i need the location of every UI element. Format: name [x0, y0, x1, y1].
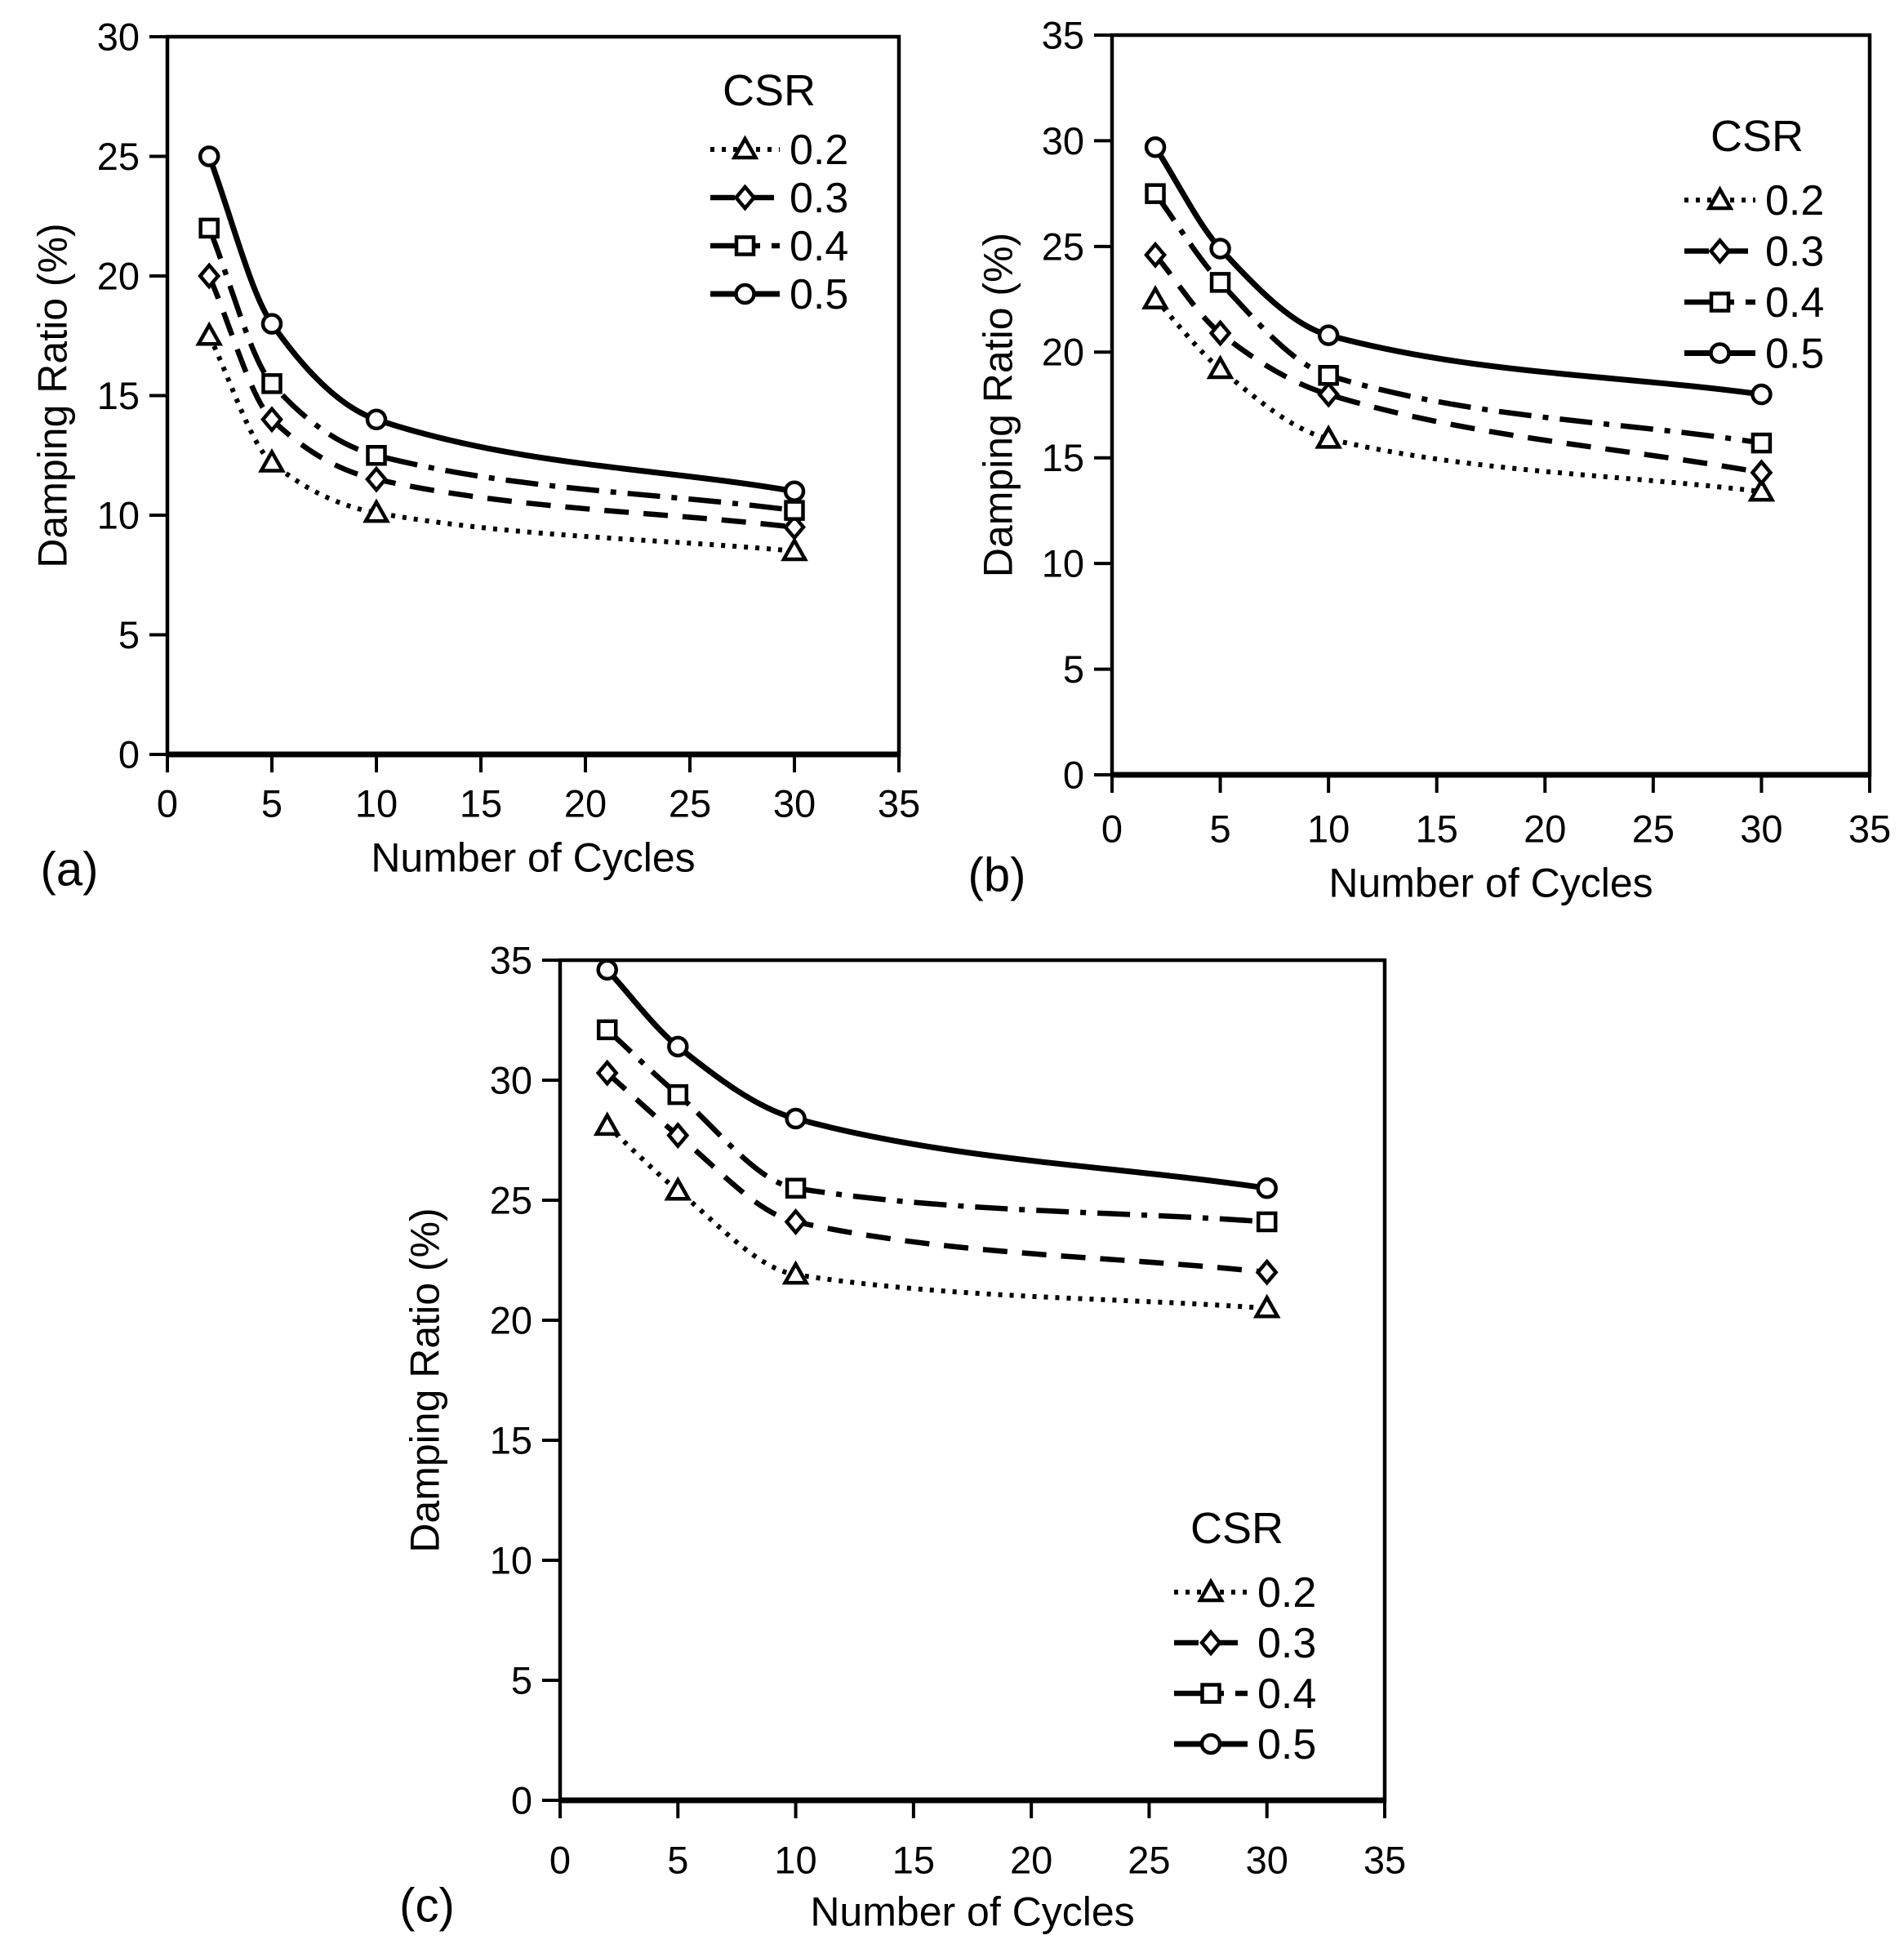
marker-triangle-icon — [1145, 289, 1166, 308]
legend-entry-label: 0.4 — [1257, 1671, 1317, 1719]
y-tick-label: 15 — [1041, 436, 1084, 480]
marker-square-icon — [264, 375, 281, 392]
x-tick-label: 10 — [354, 781, 398, 825]
panel-label-b: (b) — [968, 848, 1026, 902]
y-axis-title: Damping Ratio (%) — [402, 1208, 448, 1553]
marker-triangle-icon — [1710, 189, 1731, 208]
marker-square-icon — [736, 238, 754, 255]
marker-square-icon — [1212, 274, 1229, 291]
marker-triangle-icon — [198, 325, 220, 344]
marker-circle-icon — [736, 285, 754, 303]
legend-b — [1684, 112, 1824, 378]
legend-entry-label: 0.3 — [790, 175, 849, 223]
y-tick-label: 35 — [489, 938, 532, 982]
y-tick-label: 10 — [96, 493, 140, 537]
x-tick-label: 20 — [563, 781, 607, 825]
x-tick-label: 0 — [1101, 807, 1123, 851]
x-tick-label: 15 — [1415, 807, 1458, 851]
y-tick-label: 20 — [489, 1298, 532, 1342]
x-tick-label: 10 — [1307, 807, 1350, 851]
legend-entry-label: 0.4 — [790, 223, 849, 271]
y-tick-label: 5 — [118, 612, 140, 656]
x-tick-label: 30 — [1740, 807, 1783, 851]
y-tick-label: 20 — [96, 254, 140, 298]
series-curve-csr-0.4 — [1155, 194, 1761, 443]
marker-square-icon — [1711, 294, 1728, 311]
legend-entry-label: 0.3 — [1765, 228, 1825, 276]
x-tick-label: 15 — [892, 1838, 935, 1882]
legend-entry-label: 0.5 — [790, 271, 849, 319]
legend-entry-csr-0.4 — [1684, 279, 1824, 327]
x-axis-title: Number of Cycles — [1328, 860, 1653, 906]
y-tick-label: 10 — [1041, 541, 1084, 585]
legend-entry-label: 0.2 — [1257, 1569, 1317, 1617]
marker-circle-icon — [1711, 345, 1729, 363]
panel-label-c: (c) — [399, 1879, 455, 1933]
marker-circle-icon — [669, 1038, 687, 1056]
marker-triangle-icon — [261, 452, 282, 471]
legend-entry-label: 0.3 — [1257, 1620, 1317, 1668]
x-tick-label: 5 — [667, 1838, 689, 1882]
marker-triangle-icon — [785, 1264, 807, 1283]
legend-c — [1174, 1504, 1316, 1768]
x-tick-label: 20 — [1524, 807, 1567, 851]
marker-circle-icon — [1212, 239, 1230, 257]
legend-entry-csr-0.2 — [710, 127, 848, 174]
legend-entry-csr-0.3 — [1174, 1620, 1316, 1667]
y-tick-label: 30 — [1041, 118, 1084, 162]
series-curve-csr-0.5 — [607, 970, 1267, 1189]
legend-entry-label: 0.2 — [1765, 177, 1825, 225]
series-curve-csr-0.2 — [1155, 300, 1761, 492]
marker-square-icon — [201, 220, 218, 237]
marker-triangle-icon — [597, 1115, 618, 1134]
legend-entry-csr-0.2 — [1684, 177, 1824, 225]
marker-circle-icon — [1146, 138, 1164, 156]
marker-square-icon — [787, 1180, 804, 1197]
legend-entry-csr-0.3 — [710, 175, 848, 222]
x-tick-label: 5 — [1209, 807, 1231, 851]
marker-triangle-icon — [667, 1180, 688, 1199]
marker-triangle-icon — [1200, 1582, 1221, 1600]
marker-diamond-icon — [1752, 462, 1770, 483]
y-tick-label: 5 — [510, 1658, 532, 1702]
y-axis-title: Damping Ratio (%) — [975, 232, 1021, 578]
y-tick-label: 15 — [96, 373, 140, 417]
marker-triangle-icon — [1210, 358, 1231, 377]
y-tick-label: 25 — [96, 134, 140, 178]
legend-a — [710, 66, 848, 318]
legend-title: CSR — [1710, 111, 1804, 161]
legend-entry-csr-0.3 — [1684, 229, 1824, 276]
y-axis-title: Damping Ratio (%) — [29, 223, 76, 568]
marker-square-icon — [1203, 1685, 1220, 1702]
x-tick-label: 0 — [156, 781, 179, 825]
marker-circle-icon — [263, 315, 281, 333]
marker-circle-icon — [367, 411, 385, 429]
marker-diamond-icon — [736, 187, 754, 208]
legend-entry-csr-0.5 — [1684, 331, 1824, 378]
x-tick-label: 35 — [1363, 1838, 1407, 1882]
series-curve-csr-0.4 — [209, 228, 794, 510]
marker-circle-icon — [1319, 327, 1337, 345]
series-curve-csr-0.3 — [209, 276, 794, 527]
x-axis-title: Number of Cycles — [810, 1888, 1135, 1935]
y-tick-label: 35 — [1041, 13, 1084, 57]
y-tick-label: 5 — [1062, 647, 1084, 692]
legend-title: CSR — [1190, 1503, 1284, 1553]
marker-circle-icon — [785, 483, 803, 500]
chart-panel-a — [30, 15, 921, 896]
x-tick-label: 15 — [459, 781, 503, 825]
marker-circle-icon — [200, 148, 218, 166]
x-axis-title: Number of Cycles — [371, 834, 696, 881]
marker-square-icon — [368, 447, 385, 464]
y-tick-label: 30 — [489, 1058, 532, 1102]
series-curve-csr-0.4 — [607, 1030, 1267, 1221]
marker-diamond-icon — [787, 1211, 805, 1232]
marker-square-icon — [1753, 434, 1770, 452]
marker-square-icon — [786, 502, 803, 519]
chart-panel-b — [968, 13, 1892, 905]
marker-triangle-icon — [784, 541, 805, 559]
x-tick-label: 30 — [1245, 1838, 1288, 1882]
legend-entry-csr-0.4 — [710, 223, 848, 270]
legend-entry-csr-0.4 — [1174, 1671, 1316, 1718]
x-tick-label: 0 — [549, 1838, 572, 1882]
marker-diamond-icon — [1202, 1632, 1220, 1653]
series-curve-csr-0.5 — [209, 157, 794, 492]
legend-entry-csr-0.2 — [1174, 1569, 1316, 1617]
series-curve-csr-0.3 — [607, 1073, 1267, 1272]
panel-label-a: (a) — [40, 843, 99, 896]
marker-square-icon — [598, 1021, 616, 1039]
marker-square-icon — [1320, 367, 1337, 384]
marker-diamond-icon — [200, 265, 218, 287]
marker-square-icon — [1147, 185, 1164, 202]
marker-triangle-icon — [1257, 1297, 1278, 1316]
y-tick-label: 20 — [1041, 330, 1084, 374]
x-tick-label: 35 — [1848, 807, 1892, 851]
marker-circle-icon — [1258, 1179, 1276, 1197]
marker-circle-icon — [1202, 1735, 1220, 1753]
legend-entry-label: 0.2 — [790, 127, 849, 175]
x-tick-label: 35 — [877, 781, 921, 825]
series-curve-csr-0.5 — [1155, 147, 1761, 394]
marker-diamond-icon — [1711, 241, 1729, 262]
x-tick-label: 30 — [772, 781, 816, 825]
legend-entry-label: 0.5 — [1765, 330, 1825, 378]
legend-title: CSR — [722, 65, 816, 115]
y-tick-label: 0 — [1062, 753, 1084, 797]
x-tick-label: 10 — [774, 1838, 817, 1882]
legend-entry-label: 0.5 — [1257, 1721, 1317, 1769]
marker-circle-icon — [598, 961, 616, 979]
y-tick-label: 25 — [489, 1178, 532, 1222]
legend-entry-csr-0.5 — [710, 271, 848, 318]
marker-triangle-icon — [735, 139, 756, 158]
legend-entry-csr-0.5 — [1174, 1721, 1316, 1768]
marker-circle-icon — [787, 1110, 805, 1128]
chart-panel-c — [399, 938, 1406, 1934]
x-tick-label: 5 — [260, 781, 283, 825]
marker-diamond-icon — [1319, 384, 1337, 405]
x-tick-label: 25 — [1128, 1838, 1171, 1882]
marker-circle-icon — [1752, 385, 1770, 403]
y-tick-label: 10 — [489, 1538, 532, 1582]
y-tick-label: 25 — [1041, 225, 1084, 269]
x-tick-label: 25 — [668, 781, 712, 825]
y-tick-label: 0 — [118, 732, 140, 776]
legend-entry-label: 0.4 — [1765, 279, 1825, 327]
marker-square-icon — [670, 1086, 687, 1103]
y-tick-label: 15 — [489, 1418, 532, 1462]
marker-diamond-icon — [1258, 1261, 1276, 1283]
y-tick-label: 0 — [510, 1778, 532, 1822]
y-tick-label: 30 — [96, 15, 140, 59]
x-tick-label: 25 — [1631, 807, 1675, 851]
marker-square-icon — [1258, 1213, 1275, 1230]
x-tick-label: 20 — [1010, 1838, 1053, 1882]
marker-diamond-icon — [367, 469, 385, 490]
